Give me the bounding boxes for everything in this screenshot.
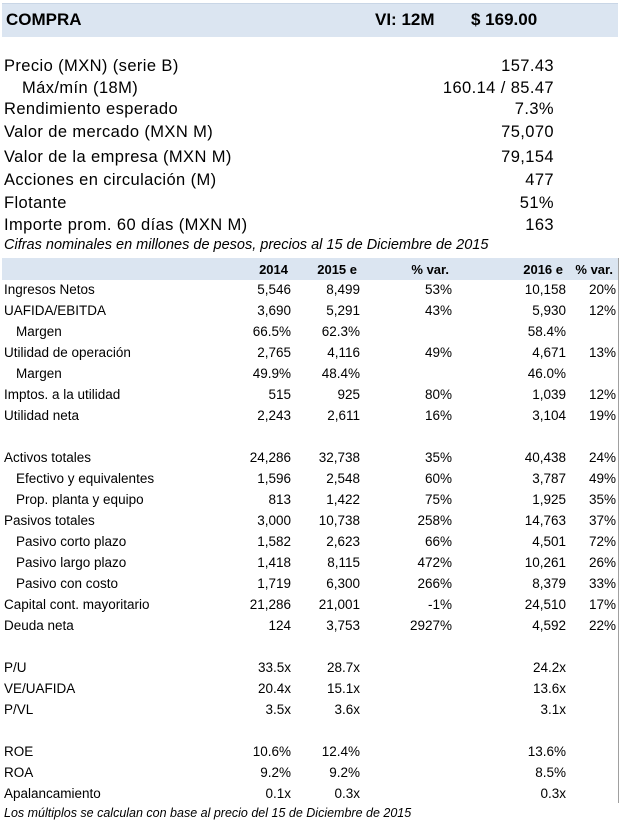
cell-2014: 1,596: [257, 471, 291, 486]
cell-2014: 10.6%: [252, 744, 291, 759]
cell-2016e: 1,925: [532, 492, 566, 507]
cell-2015e: 10,738: [318, 513, 360, 528]
col-header-var1: % var.: [411, 262, 449, 277]
table-row: [0, 406, 621, 427]
cell-2015e: 62.3%: [321, 324, 360, 339]
cell-2016e: 58.4%: [527, 324, 566, 339]
table-row: [0, 322, 621, 343]
summary-row: [0, 148, 621, 171]
cell-var2: 22%: [588, 618, 616, 633]
summary-label: Importe prom. 60 días (MXN M): [4, 216, 248, 234]
cell-2014: 515: [268, 387, 291, 402]
summary-row: [0, 79, 621, 102]
cell-2015e: 6,300: [326, 576, 360, 591]
summary-value: 7.3%: [514, 100, 554, 118]
table-right-border: [618, 258, 619, 803]
row-label: ROE: [4, 744, 34, 759]
table-row: [0, 343, 621, 364]
cell-var2: 13%: [588, 345, 616, 360]
table-header: [2, 258, 618, 280]
row-label: Pasivo corto plazo: [16, 534, 127, 549]
cell-var1: 35%: [424, 450, 452, 465]
cell-var2: 20%: [588, 282, 616, 297]
summary-row: [0, 123, 621, 146]
row-label: Pasivo con costo: [16, 576, 119, 591]
cell-var2: 24%: [588, 450, 616, 465]
cell-var1: 66%: [424, 534, 452, 549]
row-label: Apalancamiento: [4, 786, 101, 801]
row-label: VE/UAFIDA: [4, 681, 76, 696]
cell-var1: 60%: [424, 471, 452, 486]
cell-var1: 16%: [424, 408, 452, 423]
cell-2015e: 15.1x: [326, 681, 360, 696]
cell-2015e: 9.2%: [329, 765, 360, 780]
cell-var1: 49%: [424, 345, 452, 360]
cell-2014: 20.4x: [257, 681, 291, 696]
cell-2015e: 5,291: [326, 303, 360, 318]
valuation-horizon-label: VI: 12M: [375, 10, 435, 29]
cell-2015e: 3.6x: [334, 702, 360, 717]
cell-2015e: 8,115: [327, 555, 360, 570]
cell-2015e: 12.4%: [321, 744, 360, 759]
cell-2015e: 4,116: [327, 345, 360, 360]
summary-value: 79,154: [501, 148, 554, 166]
cell-2016e: 4,671: [532, 345, 566, 360]
summary-value: 160.14 / 85.47: [442, 79, 554, 97]
summary-value: 51%: [519, 194, 554, 212]
cell-2014: 1,418: [257, 555, 291, 570]
table-row: [0, 574, 621, 595]
cell-2016e: 3.1x: [540, 702, 566, 717]
cell-2014: 9.2%: [260, 765, 291, 780]
col-header-2015e: 2015 e: [317, 262, 357, 277]
cell-var1: -1%: [427, 597, 452, 612]
summary-row: [0, 57, 621, 80]
row-label: P/VL: [4, 702, 34, 717]
table-row: [0, 532, 621, 553]
cell-var2: 12%: [588, 303, 616, 318]
summary-value: 163: [525, 216, 554, 234]
cell-2016e: 10,261: [524, 555, 566, 570]
summary-row: [0, 216, 621, 239]
cell-2014: 2,765: [257, 345, 291, 360]
cell-2014: 3,000: [257, 513, 291, 528]
cell-2014: 813: [268, 492, 291, 507]
cell-var1: 266%: [417, 576, 452, 591]
col-header-2014: 2014: [259, 262, 288, 277]
cell-2016e: 24,510: [524, 597, 566, 612]
cell-2014: 66.5%: [252, 324, 291, 339]
cell-2015e: 8,499: [326, 282, 360, 297]
cell-2014: 2,243: [257, 408, 291, 423]
cell-var1: 472%: [417, 555, 452, 570]
summary-label: Precio (MXN) (serie B): [4, 57, 179, 75]
table-row: [0, 553, 621, 574]
row-label: Utilidad de operación: [4, 345, 131, 360]
row-label: Pasivo largo plazo: [16, 555, 127, 570]
cell-2016e: 4,501: [532, 534, 566, 549]
target-price: $ 169.00: [471, 10, 538, 29]
cell-2016e: 1,039: [532, 387, 566, 402]
cell-2015e: 48.4%: [321, 366, 360, 381]
cell-2015e: 925: [337, 387, 360, 402]
cell-2015e: 2,623: [326, 534, 360, 549]
table-row: [0, 784, 621, 805]
table-spacer-row: [0, 427, 621, 448]
cell-var2: 19%: [588, 408, 616, 423]
row-label: Utilidad neta: [4, 408, 80, 423]
summary-label: Máx/mín (18M): [22, 79, 139, 97]
summary-label: Acciones en circulación (M): [4, 171, 217, 189]
cell-2014: 1,719: [257, 576, 291, 591]
cell-2014: 21,286: [249, 597, 291, 612]
table-row: [0, 763, 621, 784]
cell-var2: 37%: [588, 513, 616, 528]
summary-value: 157.43: [501, 57, 554, 75]
cell-var2: 12%: [588, 387, 616, 402]
table-row: [0, 469, 621, 490]
multiples-note: Los múltiplos se calculan con base al precio del 15 de Diciembre de 2015: [4, 806, 412, 820]
table-row: [0, 448, 621, 469]
row-label: ROA: [4, 765, 34, 780]
summary-label: Flotante: [4, 194, 67, 212]
table-row: [0, 280, 621, 301]
table-row: [0, 511, 621, 532]
cell-2016e: 13.6%: [527, 744, 566, 759]
cell-var1: 258%: [417, 513, 452, 528]
row-label: P/U: [4, 660, 27, 675]
cell-2015e: 1,422: [326, 492, 360, 507]
cell-var2: 26%: [588, 555, 616, 570]
summary-value: 75,070: [501, 123, 554, 141]
summary-row: [0, 171, 621, 194]
cell-2016e: 4,592: [532, 618, 566, 633]
table-row: [0, 742, 621, 763]
table-row: [0, 616, 621, 637]
table-row: [0, 301, 621, 322]
cell-2016e: 10,158: [524, 282, 566, 297]
table-row: [0, 700, 621, 721]
cell-2016e: 3,787: [532, 471, 566, 486]
cell-2014: 0.1x: [265, 786, 291, 801]
cell-2015e: 21,001: [318, 597, 360, 612]
cell-var1: 2927%: [409, 618, 452, 633]
cell-var2: 17%: [588, 597, 616, 612]
cell-var1: 75%: [424, 492, 452, 507]
cell-var1: 80%: [424, 387, 452, 402]
rating-header: [2, 3, 618, 37]
summary-label: Valor de mercado (MXN M): [4, 123, 214, 141]
cell-2016e: 24.2x: [532, 660, 566, 675]
cell-2016e: 14,763: [524, 513, 566, 528]
cell-2016e: 0.3x: [540, 786, 566, 801]
table-row: [0, 364, 621, 385]
cell-2015e: 3,753: [326, 618, 360, 633]
row-label: Deuda neta: [4, 618, 74, 633]
summary-row: [0, 100, 621, 123]
row-label: Activos totales: [4, 450, 92, 465]
cell-2015e: 2,548: [326, 471, 360, 486]
row-label: Ingresos Netos: [4, 282, 95, 297]
row-label: Imptos. a la utilidad: [4, 387, 121, 402]
cell-2015e: 2,611: [327, 408, 360, 423]
cell-2016e: 13.6x: [532, 681, 566, 696]
col-header-2016e: 2016 e: [523, 262, 563, 277]
row-label: Pasivos totales: [4, 513, 95, 528]
cell-var1: 53%: [424, 282, 452, 297]
cell-2016e: 8.5%: [535, 765, 566, 780]
cell-2014: 124: [268, 618, 291, 633]
table-row: [0, 490, 621, 511]
cell-2016e: 3,104: [532, 408, 566, 423]
summary-value: 477: [525, 171, 554, 189]
table-row: [0, 658, 621, 679]
cell-var1: 43%: [424, 303, 452, 318]
row-label: Capital cont. mayoritario: [4, 597, 150, 612]
table-row: [0, 679, 621, 700]
row-label: Margen: [16, 324, 62, 339]
summary-label: Rendimiento esperado: [4, 100, 179, 118]
cell-2014: 49.9%: [252, 366, 291, 381]
cell-2016e: 8,379: [532, 576, 566, 591]
cell-2015e: 28.7x: [326, 660, 360, 675]
col-header-var2: % var.: [575, 262, 613, 277]
row-label: Prop. planta y equipo: [16, 492, 144, 507]
cell-2014: 1,582: [257, 534, 291, 549]
cell-2014: 3,690: [257, 303, 291, 318]
row-label: UAFIDA/EBITDA: [4, 303, 107, 318]
cell-var2: 72%: [588, 534, 616, 549]
cell-2014: 3.5x: [265, 702, 291, 717]
row-label: Efectivo y equivalentes: [16, 471, 155, 486]
cell-var2: 49%: [588, 471, 616, 486]
cell-2014: 24,286: [249, 450, 291, 465]
cell-2016e: 46.0%: [527, 366, 566, 381]
cell-2016e: 5,930: [532, 303, 566, 318]
cell-2014: 5,546: [257, 282, 291, 297]
table-row: [0, 595, 621, 616]
cell-2016e: 40,438: [524, 450, 566, 465]
table-spacer-row: [0, 721, 621, 742]
rating-label: COMPRA: [6, 10, 82, 29]
cell-2015e: 32,738: [318, 450, 360, 465]
cell-var2: 35%: [588, 492, 616, 507]
table-spacer-row: [0, 637, 621, 658]
row-label: Margen: [16, 366, 62, 381]
cell-var2: 33%: [588, 576, 616, 591]
figures-note: Cifras nominales en millones de pesos, precios al 15 de Diciembre de 2015: [4, 237, 489, 253]
table-row: [0, 385, 621, 406]
cell-2015e: 0.3x: [334, 786, 360, 801]
summary-row: [0, 194, 621, 217]
summary-label: Valor de la empresa (MXN M): [4, 148, 232, 166]
cell-2014: 33.5x: [257, 660, 291, 675]
